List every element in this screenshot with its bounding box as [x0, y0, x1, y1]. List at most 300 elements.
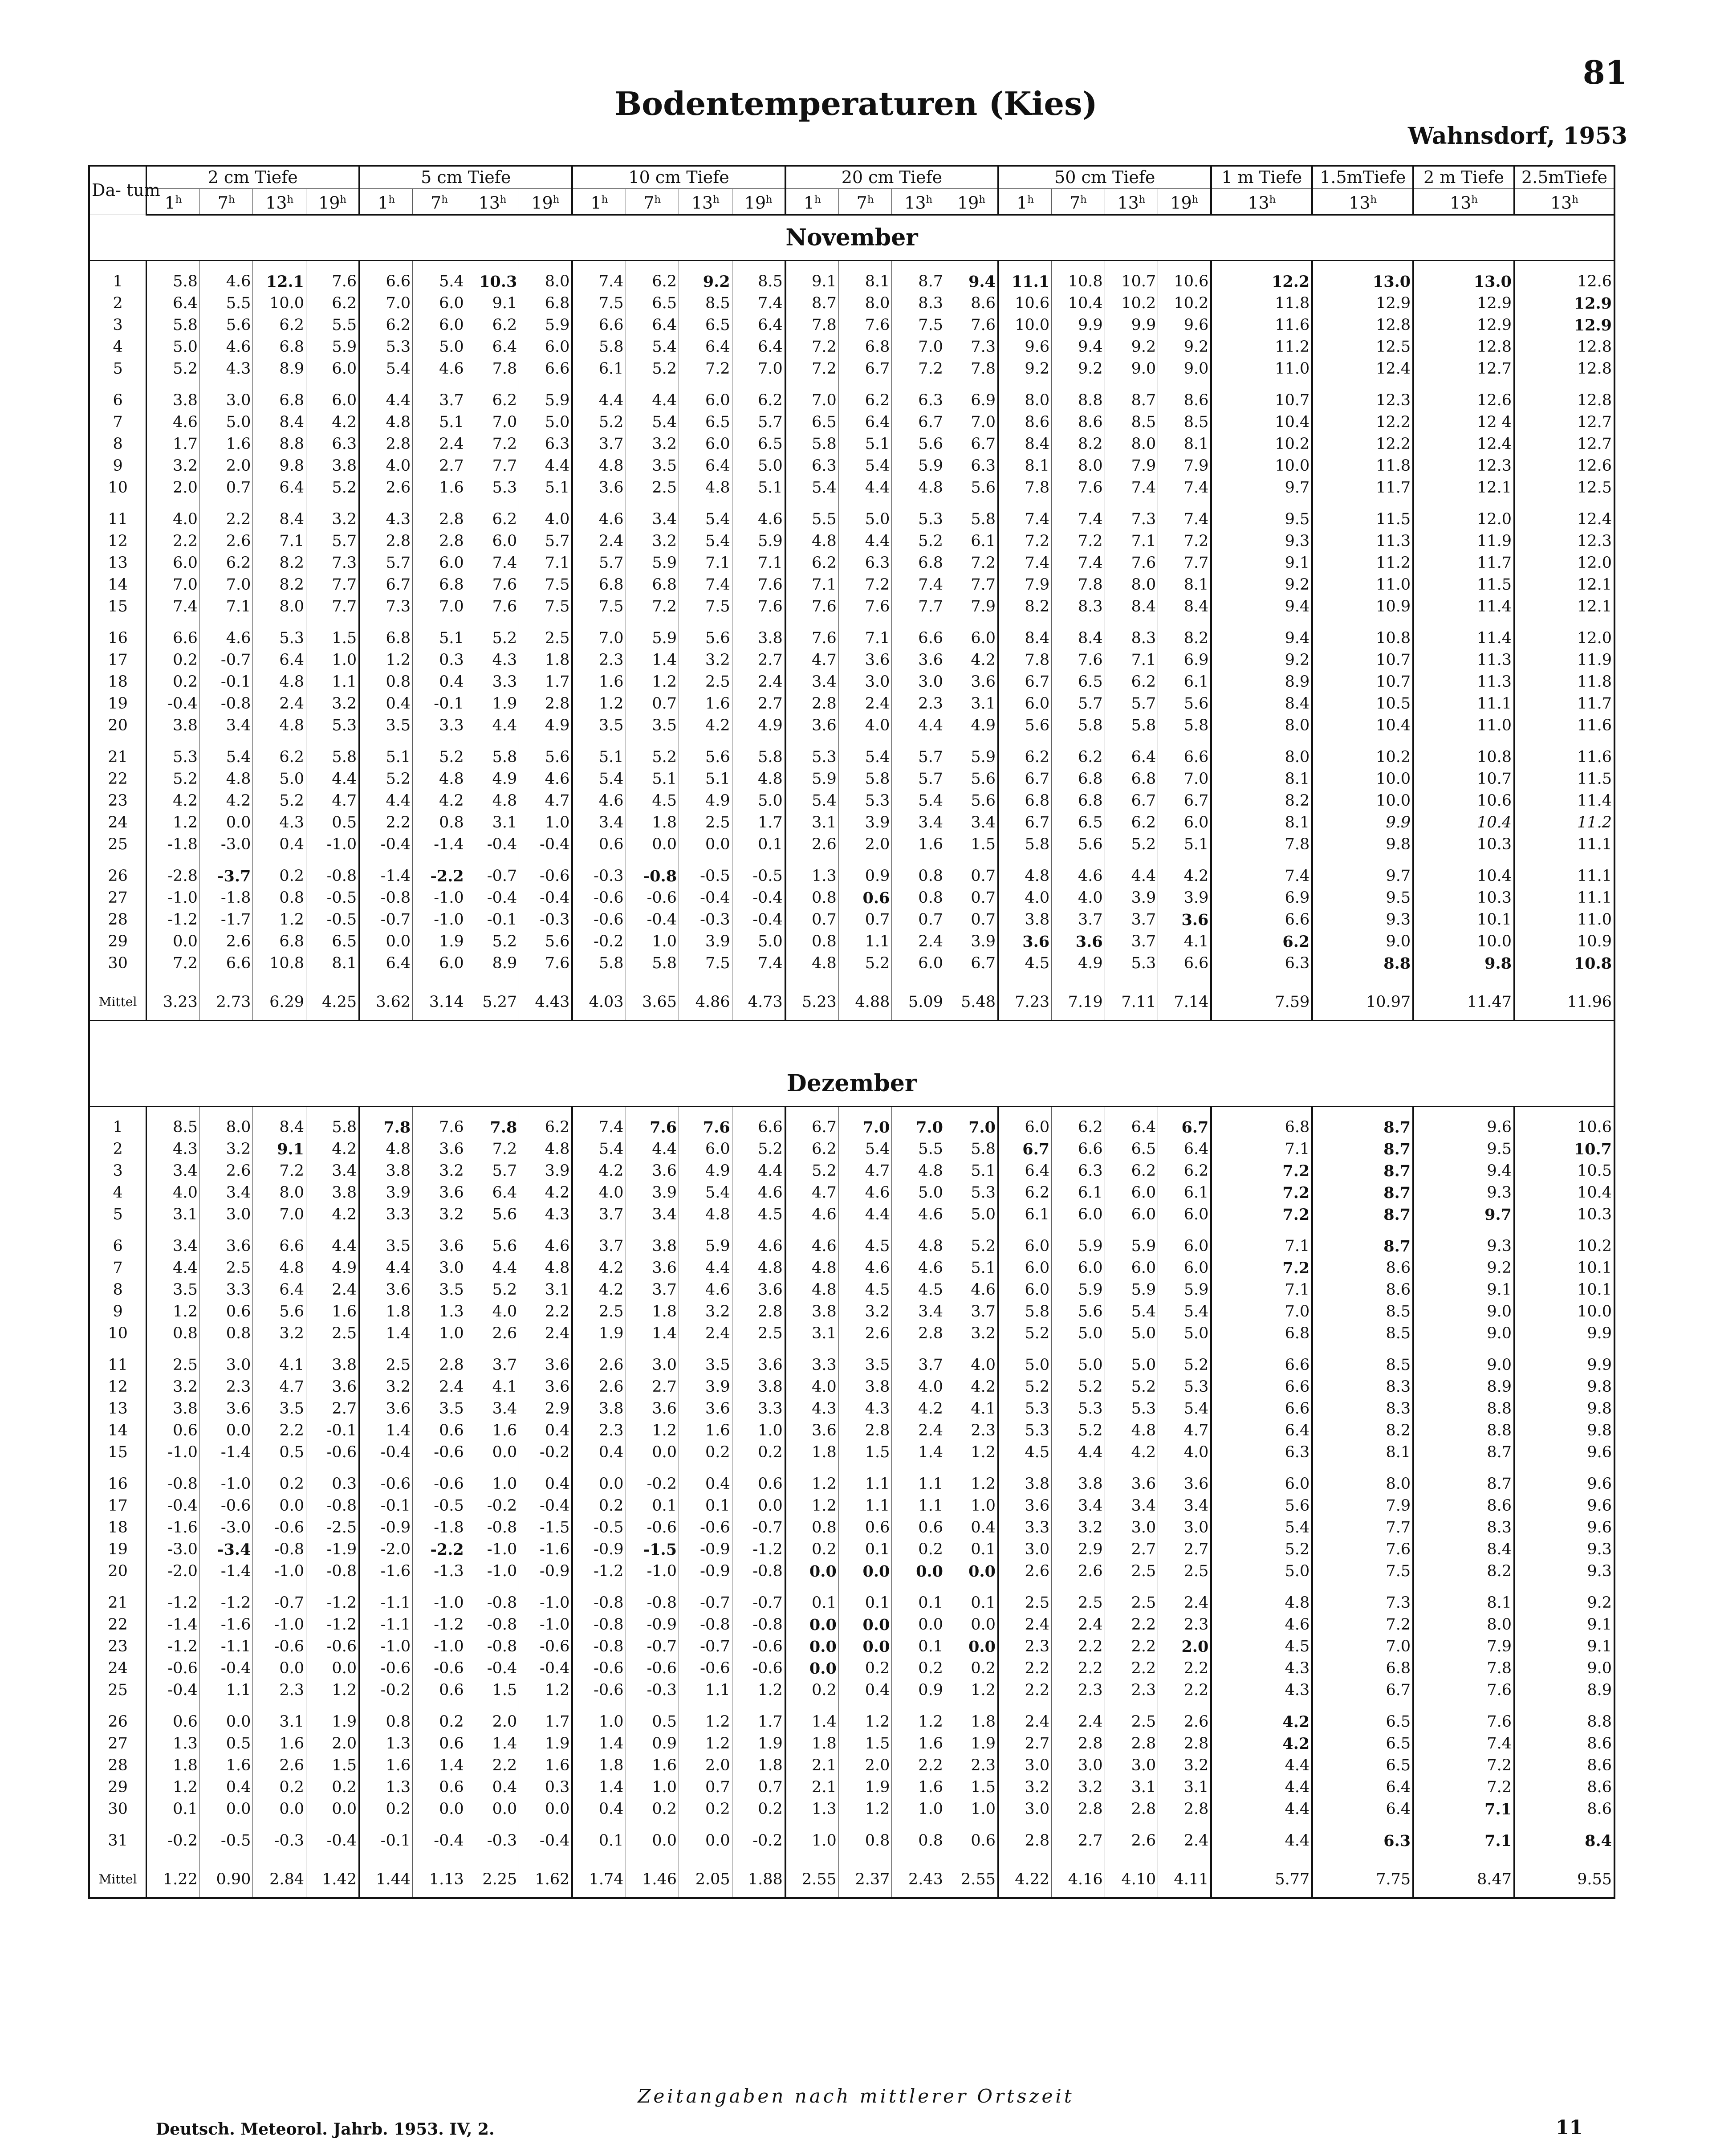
spacer-cell	[998, 1106, 1052, 1117]
temperature-cell: 7.7	[306, 574, 360, 596]
spacer-cell	[892, 1852, 945, 1862]
temperature-cell: 6.0	[1052, 1257, 1105, 1279]
temperature-cell: 7.6	[626, 1117, 679, 1138]
hour-suffix: h	[553, 194, 560, 205]
hour-header	[1413, 189, 1514, 215]
temperature-cell: 5.9	[626, 552, 679, 574]
mean-cell: 2.84	[253, 1862, 306, 1898]
temperature-cell: 4.6	[785, 1204, 839, 1226]
temperature-cell: -0.4	[146, 1679, 200, 1701]
spacer-cell	[1312, 618, 1413, 628]
temperature-cell: 4.3	[359, 509, 413, 530]
temperature-cell: 6.4	[679, 455, 732, 477]
temperature-cell: 1.4	[626, 649, 679, 671]
mean-label: Mittel	[89, 984, 146, 1021]
temperature-cell: 4.3	[466, 649, 519, 671]
temperature-cell: 10.7	[1105, 271, 1158, 293]
spacer-cell	[998, 974, 1052, 984]
temperature-cell: 7.2	[785, 336, 839, 358]
temperature-cell: 7.9	[945, 596, 998, 618]
temperature-cell: 3.4	[1105, 1495, 1158, 1517]
temperature-cell: 5.9	[945, 746, 998, 768]
spacer-cell	[572, 1820, 626, 1830]
hour-suffix: h	[175, 194, 182, 205]
temperature-cell: 2.8	[359, 433, 413, 455]
temperature-cell: 6.5	[1052, 812, 1105, 834]
temperature-cell: 5.3	[1052, 1398, 1105, 1420]
mean-cell: 8.47	[1413, 1862, 1514, 1898]
temperature-cell: 10.2	[1158, 293, 1212, 314]
temperature-cell: 5.3	[146, 746, 200, 768]
temperature-cell: 12.9	[1574, 316, 1612, 334]
temperature-cell: 7.2	[1211, 1160, 1312, 1182]
temperature-cell: 10.3	[1413, 834, 1514, 856]
temperature-cell: 11.8	[1312, 455, 1413, 477]
temperature-cell: 1.5	[838, 1442, 892, 1463]
spacer-cell	[413, 1701, 466, 1711]
temperature-cell: 1.2	[572, 693, 626, 715]
spacer-cell	[199, 1106, 253, 1117]
temperature-cell: 7.6	[679, 1117, 732, 1138]
temperature-cell: 6.0	[413, 552, 466, 574]
temperature-cell: 8.2	[1312, 1420, 1413, 1442]
temperature-cell: -0.6	[572, 887, 626, 909]
temperature-cell: 5.7	[572, 552, 626, 574]
spacer-cell	[1514, 1226, 1614, 1235]
temperature-cell: 3.9	[359, 1182, 413, 1204]
temperature-cell: 0.4	[519, 1420, 573, 1442]
temperature-cell: 8.3	[1105, 628, 1158, 649]
temperature-cell: 6.7	[945, 433, 998, 455]
temperature-cell: 3.5	[146, 1279, 200, 1301]
temperature-cell: -0.3	[572, 865, 626, 887]
temperature-cell: 5.0	[732, 931, 785, 953]
hour-suffix: h	[1269, 194, 1276, 205]
temperature-cell: 4.4	[146, 1257, 200, 1279]
depth-header: 2 cm Tiefe	[146, 166, 359, 189]
temperature-cell: 0.0	[785, 1658, 839, 1679]
temperature-cell: 1.0	[892, 1798, 945, 1820]
temperature-cell: 3.7	[413, 390, 466, 412]
temperature-cell: 0.0	[785, 1636, 839, 1658]
temperature-cell: 1.1	[838, 1473, 892, 1495]
temperature-cell: 3.1	[519, 1279, 573, 1301]
temperature-cell: 2.6	[785, 834, 839, 856]
temperature-cell: 2.8	[1158, 1798, 1212, 1820]
spacer-row	[89, 1463, 1614, 1473]
temperature-cell: 1.2	[253, 909, 306, 931]
table-row	[89, 1235, 1614, 1257]
hour-header	[626, 189, 679, 215]
temperature-cell: 6.0	[146, 552, 200, 574]
temperature-cell: 3.6	[413, 1235, 466, 1257]
temperature-cell: 5.9	[519, 390, 573, 412]
spacer-cell	[892, 1345, 945, 1354]
temperature-cell: -1.5	[626, 1539, 679, 1561]
temperature-cell: 1.9	[413, 931, 466, 953]
temperature-cell: 11.6	[1577, 748, 1612, 766]
hour-header	[1158, 189, 1212, 215]
table-row	[89, 790, 1614, 812]
spacer-cell	[146, 1582, 200, 1592]
temperature-cell: 4.5	[998, 953, 1052, 974]
temperature-cell: 0.2	[892, 1539, 945, 1561]
hour-suffix: h	[340, 194, 347, 205]
temperature-cell: 7.0	[199, 574, 253, 596]
temperature-cell: 2.3	[253, 1679, 306, 1701]
temperature-cell: 6.0	[1105, 1182, 1158, 1204]
temperature-cell: 1.4	[413, 1755, 466, 1777]
mean-cell: 4.16	[1052, 1862, 1105, 1898]
temperature-cell: 5.4	[1158, 1301, 1212, 1323]
temperature-cell: 4.3	[1211, 1679, 1312, 1701]
temperature-cell: 8.4	[1052, 628, 1105, 649]
temperature-cell: 3.6	[626, 1160, 679, 1182]
temperature-cell: 2.7	[413, 455, 466, 477]
temperature-cell: 4.8	[359, 1138, 413, 1160]
spacer-cell	[998, 1582, 1052, 1592]
temperature-cell: -0.9	[359, 1517, 413, 1539]
spacer-cell	[306, 1463, 360, 1473]
temperature-cell: 1.5	[945, 1777, 998, 1798]
temperature-cell: 7.1	[199, 596, 253, 618]
temperature-cell: 5.8	[998, 1301, 1052, 1323]
temperature-cell: 3.9	[519, 1160, 573, 1182]
hour-suffix: h	[500, 194, 507, 205]
spacer-cell	[732, 1852, 785, 1862]
temperature-cell: 4.0	[785, 1376, 839, 1398]
spacer-cell	[1052, 1582, 1105, 1592]
temperature-cell: 7.6	[732, 596, 785, 618]
temperature-cell: 8.4	[998, 628, 1052, 649]
temperature-cell: -0.8	[359, 887, 413, 909]
day-number: 4	[89, 336, 146, 358]
temperature-cell: 1.2	[519, 1679, 573, 1701]
spacer-cell	[146, 1345, 200, 1354]
temperature-cell: 5.0	[1211, 1561, 1312, 1582]
temperature-cell: 6.2	[626, 271, 679, 293]
temperature-cell: 0.2	[785, 1539, 839, 1561]
temperature-cell: 6.7	[998, 768, 1052, 790]
spacer-cell	[785, 1345, 839, 1354]
temperature-cell: 5.2	[306, 477, 360, 499]
temperature-cell: 4.6	[732, 509, 785, 530]
temperature-cell: 3.0	[1105, 1517, 1158, 1539]
temperature-cell: 7.3	[1312, 1592, 1413, 1614]
temperature-cell: 0.1	[892, 1592, 945, 1614]
temperature-cell: 4.6	[413, 358, 466, 380]
temperature-cell: -1.6	[199, 1614, 253, 1636]
temperature-cell: 6.0	[306, 390, 360, 412]
temperature-cell: 4.0	[519, 509, 573, 530]
temperature-cell: 6.0	[998, 1117, 1052, 1138]
temperature-cell: 3.4	[146, 1160, 200, 1182]
temperature-cell: -1.9	[306, 1539, 360, 1561]
temperature-cell: 6.0	[998, 1279, 1052, 1301]
temperature-cell: 5.2	[146, 768, 200, 790]
temperature-cell: 9.4	[945, 271, 998, 293]
temperature-cell: -0.6	[306, 1636, 360, 1658]
temperature-cell: 8.1	[1413, 1592, 1514, 1614]
temperature-cell: 3.6	[732, 1279, 785, 1301]
spacer-cell	[838, 1463, 892, 1473]
temperature-cell: 5.2	[626, 358, 679, 380]
temperature-cell: 1.3	[359, 1777, 413, 1798]
temperature-cell: 3.1	[466, 812, 519, 834]
temperature-cell: 6.7	[785, 1117, 839, 1138]
temperature-cell: 5.8	[572, 953, 626, 974]
temperature-cell: 2.4	[998, 1711, 1052, 1733]
temperature-cell: 7.4	[572, 271, 626, 293]
temperature-cell: -0.4	[413, 1830, 466, 1852]
temperature-cell: 3.4	[785, 671, 839, 693]
spacer-cell	[945, 856, 998, 865]
temperature-cell: 11.4	[1413, 596, 1514, 618]
temperature-cell: 4.8	[892, 1160, 945, 1182]
temperature-cell: 9.1	[1587, 1637, 1612, 1655]
temperature-cell: 8.3	[1312, 1398, 1413, 1420]
temperature-cell: 2.2	[359, 812, 413, 834]
temperature-cell: 0.2	[413, 1711, 466, 1733]
hour-suffix: h	[1191, 194, 1199, 205]
temperature-cell: 7.2	[785, 358, 839, 380]
spacer-cell	[519, 737, 573, 746]
temperature-cell: 4.6	[519, 768, 573, 790]
temperature-cell: 11.1	[1577, 867, 1612, 885]
spacer-cell	[519, 380, 573, 390]
spacer-cell	[519, 1463, 573, 1473]
temperature-cell: 4.2	[199, 790, 253, 812]
temperature-cell: 9.1	[1211, 552, 1312, 574]
day-number: 19	[89, 1539, 146, 1561]
spacer-cell	[945, 1463, 998, 1473]
temperature-cell: 7.2	[998, 530, 1052, 552]
spacer-cell	[679, 380, 732, 390]
spacer-cell	[572, 737, 626, 746]
spacer-cell	[253, 618, 306, 628]
temperature-cell: 12.3	[1577, 532, 1612, 550]
temperature-cell: 1.1	[892, 1473, 945, 1495]
temperature-cell: 2.2	[519, 1301, 573, 1323]
spacer-cell	[413, 1345, 466, 1354]
temperature-cell: 2.6	[998, 1561, 1052, 1582]
temperature-cell: 0.0	[892, 1614, 945, 1636]
spacer-cell	[1514, 974, 1614, 984]
temperature-cell: 0.0	[679, 1830, 732, 1852]
temperature-cell: 9.0	[1158, 358, 1212, 380]
temperature-cell: 3.9	[945, 931, 998, 953]
temperature-cell: 7.5	[679, 596, 732, 618]
temperature-cell: 8.8	[1413, 1420, 1514, 1442]
temperature-cell: 7.1	[519, 552, 573, 574]
temperature-cell: 2.2	[253, 1420, 306, 1442]
mean-cell: 2.43	[892, 1862, 945, 1898]
spacer-cell	[519, 1701, 573, 1711]
temperature-cell: 6.0	[1158, 1235, 1212, 1257]
temperature-cell: 8.5	[146, 1117, 200, 1138]
temperature-cell: 9.6	[1587, 1518, 1612, 1537]
temperature-cell: 8.6	[1052, 412, 1105, 433]
temperature-cell: 5.2	[1105, 1376, 1158, 1398]
temperature-cell: 5.1	[413, 628, 466, 649]
mean-cell: 7.11	[1105, 984, 1158, 1021]
temperature-cell: 4.8	[1105, 1420, 1158, 1442]
mean-cell: 5.48	[945, 984, 998, 1021]
temperature-cell: 1.2	[945, 1442, 998, 1463]
temperature-cell: 8.0	[1413, 1614, 1514, 1636]
temperature-cell: 10.7	[1574, 1140, 1612, 1158]
temperature-cell: 2.8	[1158, 1733, 1212, 1755]
spacer-cell	[466, 737, 519, 746]
temperature-cell: 4.0	[359, 455, 413, 477]
table-row	[89, 1354, 1614, 1376]
spacer-cell	[519, 856, 573, 865]
temperature-cell: 6.0	[998, 1235, 1052, 1257]
spacer-cell	[626, 261, 679, 271]
temperature-cell: 0.2	[146, 649, 200, 671]
mean-cell: 2.05	[679, 1862, 732, 1898]
temperature-cell: 6.6	[732, 1117, 785, 1138]
spacer-cell	[945, 1345, 998, 1354]
spacer-cell	[1211, 1463, 1312, 1473]
spacer-cell	[1105, 974, 1158, 984]
temperature-cell: 8.4	[1585, 1831, 1612, 1850]
hour-suffix: h	[1370, 194, 1377, 205]
temperature-cell: 12.1	[1413, 477, 1514, 499]
spacer-cell	[519, 1582, 573, 1592]
temperature-cell: -0.7	[732, 1592, 785, 1614]
table-row	[89, 1138, 1614, 1160]
page-title: Bodentemperaturen (Kies)	[614, 85, 1098, 122]
temperature-cell: 7.0	[1211, 1301, 1312, 1323]
temperature-cell: 5.2	[1105, 834, 1158, 856]
day-number: 21	[89, 1592, 146, 1614]
temperature-cell: 8.0	[1105, 433, 1158, 455]
temperature-cell: 5.1	[732, 477, 785, 499]
temperature-cell: 6.8	[1052, 790, 1105, 812]
temperature-cell: 7.8	[998, 477, 1052, 499]
temperature-cell: 2.5	[1052, 1592, 1105, 1614]
temperature-cell: 9.4	[1211, 628, 1312, 649]
temperature-cell: 6.4	[1312, 1798, 1413, 1820]
temperature-cell: 9.3	[1587, 1562, 1612, 1580]
temperature-cell: 2.2	[1158, 1679, 1212, 1701]
temperature-cell: -1.2	[306, 1614, 360, 1636]
temperature-cell: 7.2	[1413, 1755, 1514, 1777]
temperature-cell: 5.8	[1052, 715, 1105, 737]
spacer-cell	[1105, 1820, 1158, 1830]
temperature-cell: -0.8	[306, 1495, 360, 1517]
day-number: 6	[89, 390, 146, 412]
mean-cell: 2.73	[199, 984, 253, 1021]
spacer-cell	[626, 1582, 679, 1592]
temperature-cell: 3.4	[626, 509, 679, 530]
temperature-cell: 0.3	[519, 1777, 573, 1798]
temperature-cell: 0.2	[306, 1777, 360, 1798]
temperature-cell: 5.6	[519, 931, 573, 953]
temperature-cell: 7.6	[785, 628, 839, 649]
temperature-cell: 1.2	[785, 1473, 839, 1495]
table-row	[89, 1420, 1614, 1442]
temperature-cell: 5.7	[1105, 693, 1158, 715]
temperature-cell: 4.8	[253, 1257, 306, 1279]
temperature-cell: 0.8	[785, 1517, 839, 1539]
spacer-cell	[1211, 1701, 1312, 1711]
temperature-cell: 1.1	[838, 1495, 892, 1517]
temperature-cell: -0.2	[626, 1473, 679, 1495]
temperature-cell: 3.1	[945, 693, 998, 715]
section-gap	[89, 1020, 1614, 1061]
temperature-cell: 4.3	[199, 358, 253, 380]
temperature-cell: 4.4	[679, 1257, 732, 1279]
temperature-cell: -0.8	[572, 1614, 626, 1636]
temperature-cell: 12.9	[1312, 293, 1413, 314]
temperature-cell: 3.8	[838, 1376, 892, 1398]
mean-cell: 5.27	[466, 984, 519, 1021]
spacer-cell	[1158, 737, 1212, 746]
temperature-cell: 6.5	[1312, 1711, 1413, 1733]
temperature-cell: 4.9	[945, 715, 998, 737]
temperature-cell: 7.2	[1052, 530, 1105, 552]
temperature-cell: 6.2	[1105, 671, 1158, 693]
temperature-cell: 6.1	[998, 1204, 1052, 1226]
temperature-cell: -0.6	[253, 1517, 306, 1539]
temperature-cell: -0.6	[519, 1636, 573, 1658]
temperature-cell: -1.2	[413, 1614, 466, 1636]
spacer-cell	[1514, 737, 1614, 746]
temperature-cell: 0.2	[732, 1798, 785, 1820]
spacer-cell	[998, 1820, 1052, 1830]
temperature-cell: 1.6	[199, 1755, 253, 1777]
temperature-cell: 6.2	[466, 314, 519, 336]
temperature-cell: -2.2	[413, 865, 466, 887]
temperature-cell: -0.8	[732, 1561, 785, 1582]
temperature-cell: 6.1	[1052, 1182, 1105, 1204]
temperature-cell: 4.6	[519, 1235, 573, 1257]
temperature-cell: 5.8	[146, 271, 200, 293]
temperature-cell: 4.2	[1158, 865, 1212, 887]
spacer-cell	[89, 1226, 146, 1235]
hour-value: 7	[856, 193, 867, 213]
temperature-cell: 11.5	[1312, 509, 1413, 530]
temperature-cell: 0.9	[626, 1733, 679, 1755]
temperature-cell: 12.0	[1577, 629, 1612, 647]
temperature-cell: 13.0	[1312, 271, 1413, 293]
temperature-cell: 0.2	[892, 1658, 945, 1679]
temperature-cell: 11.1	[998, 271, 1052, 293]
temperature-cell: 2.8	[785, 693, 839, 715]
temperature-cell: 7.6	[1413, 1679, 1514, 1701]
spacer-cell	[253, 1820, 306, 1830]
table-row	[89, 1398, 1614, 1420]
temperature-cell: -0.3	[519, 909, 573, 931]
temperature-cell: 7.6	[1413, 1711, 1514, 1733]
temperature-cell: -1.8	[146, 834, 200, 856]
spacer-cell	[89, 380, 146, 390]
temperature-cell: 12.8	[1577, 359, 1612, 378]
temperature-cell: 5.0	[1052, 1354, 1105, 1376]
day-number: 24	[89, 1658, 146, 1679]
temperature-cell: 2.4	[1158, 1592, 1212, 1614]
temperature-cell: 0.0	[892, 1561, 945, 1582]
temperature-cell: 5.6	[1211, 1495, 1312, 1517]
spacer-cell	[1312, 1582, 1413, 1592]
mean-cell: 4.43	[519, 984, 573, 1021]
temperature-cell: 5.0	[413, 336, 466, 358]
spacer-cell	[1158, 618, 1212, 628]
spacer-cell	[146, 1106, 200, 1117]
temperature-cell: 3.7	[572, 1204, 626, 1226]
